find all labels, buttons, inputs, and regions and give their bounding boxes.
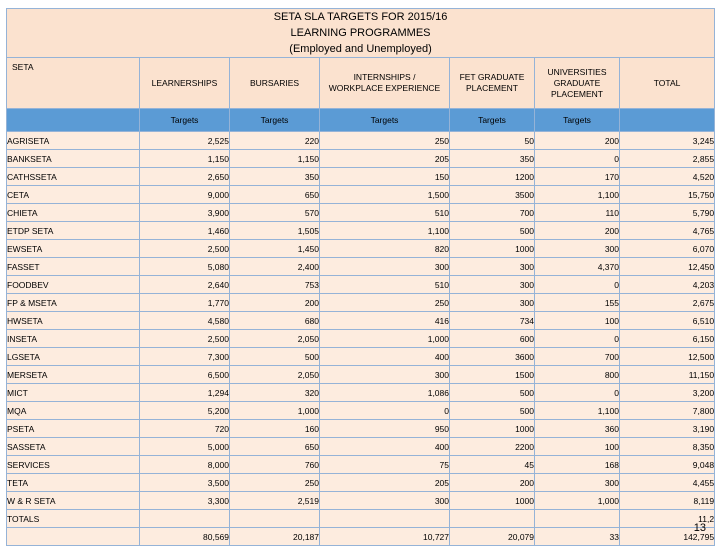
table-row — [7, 168, 715, 186]
row-total: 12,500 — [620, 348, 715, 366]
row-total: 3,200 — [620, 384, 715, 402]
row-internships: 75 — [320, 456, 450, 474]
row-seta: W & R SETA — [7, 492, 140, 510]
row-seta: BANKSETA — [7, 150, 140, 168]
row-internships: 1,000 — [320, 330, 450, 348]
row-universities: 155 — [535, 294, 620, 312]
row-internships: 820 — [320, 240, 450, 258]
row-total: 11,150 — [620, 366, 715, 384]
row-learnerships: 4,580 — [140, 312, 230, 330]
row-total: 2,675 — [620, 294, 715, 312]
row-fet: 700 — [450, 204, 535, 222]
table-header-row — [7, 58, 715, 109]
row-internships: 510 — [320, 276, 450, 294]
row-universities: 700 — [535, 348, 620, 366]
row-universities: 800 — [535, 366, 620, 384]
row-bursaries: 2,400 — [230, 258, 320, 276]
table-row — [7, 222, 715, 240]
row-seta: MQA — [7, 402, 140, 420]
row-seta: MERSETA — [7, 366, 140, 384]
table-row — [7, 186, 715, 204]
row-universities: 0 — [535, 276, 620, 294]
row-bursaries: 570 — [230, 204, 320, 222]
row-universities: 1,000 — [535, 492, 620, 510]
table-row — [7, 150, 715, 168]
header-internships — [320, 58, 450, 109]
header-internships-line-2: WORKPLACE EXPERIENCE — [328, 83, 441, 93]
row-fet: 300 — [450, 294, 535, 312]
totals-label-blank — [7, 528, 140, 546]
targets-seta — [7, 109, 140, 132]
row-internships: 0 — [320, 402, 450, 420]
row-seta: FASSET — [7, 258, 140, 276]
row-universities: 1,100 — [535, 402, 620, 420]
row-universities: 200 — [535, 132, 620, 150]
row-universities: 300 — [535, 240, 620, 258]
totals-bursaries: 20,187 — [230, 528, 320, 546]
row-seta: EWSETA — [7, 240, 140, 258]
row-bursaries: 250 — [230, 474, 320, 492]
targets-universities: Targets — [535, 109, 620, 132]
row-universities: 0 — [535, 384, 620, 402]
row-learnerships: 3,900 — [140, 204, 230, 222]
table-row — [7, 348, 715, 366]
row-fet: 300 — [450, 276, 535, 294]
row-universities: 1,100 — [535, 186, 620, 204]
row-learnerships: 3,300 — [140, 492, 230, 510]
page-number: 13 — [693, 522, 706, 534]
row-total: 3,245 — [620, 132, 715, 150]
row-universities: 360 — [535, 420, 620, 438]
row-bursaries: 2,050 — [230, 366, 320, 384]
row-universities: 100 — [535, 438, 620, 456]
row-learnerships: 2,500 — [140, 240, 230, 258]
row-seta: SERVICES — [7, 456, 140, 474]
row-internships: 1,100 — [320, 222, 450, 240]
row-total: 4,203 — [620, 276, 715, 294]
row-bursaries: 160 — [230, 420, 320, 438]
row-bursaries: 650 — [230, 186, 320, 204]
row-total: 2,855 — [620, 150, 715, 168]
row-bursaries: 680 — [230, 312, 320, 330]
table-title — [7, 9, 715, 58]
row-universities: 168 — [535, 456, 620, 474]
row-internships: 150 — [320, 168, 450, 186]
row-fet: 600 — [450, 330, 535, 348]
totals-fet-blank — [450, 510, 535, 528]
row-total: 7,800 — [620, 402, 715, 420]
row-total: 5,790 — [620, 204, 715, 222]
row-seta: SASSETA — [7, 438, 140, 456]
row-total: 15,750 — [620, 186, 715, 204]
row-fet: 500 — [450, 384, 535, 402]
table-row — [7, 474, 715, 492]
table-row — [7, 384, 715, 402]
row-bursaries: 320 — [230, 384, 320, 402]
row-seta: FOODBEV — [7, 276, 140, 294]
totals-universities-blank — [535, 510, 620, 528]
table-row — [7, 492, 715, 510]
table-row — [7, 240, 715, 258]
row-learnerships: 7,300 — [140, 348, 230, 366]
row-learnerships: 1,770 — [140, 294, 230, 312]
header-fet-line-1: FET GRADUATE — [459, 72, 525, 82]
row-learnerships: 5,080 — [140, 258, 230, 276]
totals-row-upper — [7, 510, 715, 528]
row-bursaries: 2,519 — [230, 492, 320, 510]
row-fet: 300 — [450, 258, 535, 276]
row-fet: 1200 — [450, 168, 535, 186]
row-bursaries: 650 — [230, 438, 320, 456]
row-fet: 50 — [450, 132, 535, 150]
row-seta: LGSETA — [7, 348, 140, 366]
targets-internships: Targets — [320, 109, 450, 132]
row-learnerships: 2,500 — [140, 330, 230, 348]
row-seta: CHIETA — [7, 204, 140, 222]
title-line-1: SETA SLA TARGETS FOR 2015/16 — [273, 11, 448, 23]
totals-learnerships: 80,569 — [140, 528, 230, 546]
row-internships: 950 — [320, 420, 450, 438]
row-learnerships: 720 — [140, 420, 230, 438]
totals-row — [7, 528, 715, 546]
row-seta: AGRISETA — [7, 132, 140, 150]
totals-internships-blank — [320, 510, 450, 528]
row-total: 8,119 — [620, 492, 715, 510]
row-seta: HWSETA — [7, 312, 140, 330]
row-total: 9,048 — [620, 456, 715, 474]
row-total: 6,150 — [620, 330, 715, 348]
header-internships-line-1: INTERNSHIPS / — [353, 72, 416, 82]
header-universities-line-2: GRADUATE — [553, 77, 601, 88]
row-seta: INSETA — [7, 330, 140, 348]
row-fet: 200 — [450, 474, 535, 492]
row-seta: FP & MSETA — [7, 294, 140, 312]
row-bursaries: 1,000 — [230, 402, 320, 420]
row-fet: 734 — [450, 312, 535, 330]
table-row — [7, 294, 715, 312]
row-bursaries: 760 — [230, 456, 320, 474]
targets-row — [7, 109, 715, 132]
row-internships: 1,086 — [320, 384, 450, 402]
row-seta: CETA — [7, 186, 140, 204]
header-fet-line-2: PLACEMENT — [466, 83, 518, 93]
row-bursaries: 1,505 — [230, 222, 320, 240]
row-bursaries: 200 — [230, 294, 320, 312]
row-fet: 2200 — [450, 438, 535, 456]
row-learnerships: 1,460 — [140, 222, 230, 240]
header-universities-line-3: PLACEMENT — [551, 88, 603, 99]
row-learnerships: 2,525 — [140, 132, 230, 150]
header-total: TOTAL — [620, 58, 715, 109]
table-row — [7, 438, 715, 456]
row-learnerships: 9,000 — [140, 186, 230, 204]
row-universities: 100 — [535, 312, 620, 330]
row-fet: 500 — [450, 222, 535, 240]
row-seta: TETA — [7, 474, 140, 492]
totals-total-line-2: 142,795 — [620, 528, 715, 546]
title-line-2: LEARNING PROGRAMMES — [290, 27, 431, 39]
row-seta: PSETA — [7, 420, 140, 438]
row-fet: 3600 — [450, 348, 535, 366]
row-internships: 400 — [320, 438, 450, 456]
table-row — [7, 456, 715, 474]
row-total: 12,450 — [620, 258, 715, 276]
row-internships: 300 — [320, 366, 450, 384]
row-total: 4,520 — [620, 168, 715, 186]
sla-targets-table — [6, 8, 715, 546]
totals-learnerships-blank — [140, 510, 230, 528]
row-total: 8,350 — [620, 438, 715, 456]
totals-bursaries-blank — [230, 510, 320, 528]
row-learnerships: 6,500 — [140, 366, 230, 384]
table-row — [7, 312, 715, 330]
table-title-row — [7, 9, 715, 58]
row-learnerships: 5,000 — [140, 438, 230, 456]
row-internships: 205 — [320, 474, 450, 492]
targets-bursaries: Targets — [230, 109, 320, 132]
totals-fet: 20,079 — [450, 528, 535, 546]
row-fet: 500 — [450, 402, 535, 420]
row-seta: CATHSSETA — [7, 168, 140, 186]
header-bursaries: BURSARIES — [230, 58, 320, 109]
row-fet: 1000 — [450, 240, 535, 258]
row-fet: 1000 — [450, 492, 535, 510]
row-total: 4,765 — [620, 222, 715, 240]
table-row — [7, 132, 715, 150]
row-learnerships: 5,200 — [140, 402, 230, 420]
row-total: 3,190 — [620, 420, 715, 438]
row-seta: ETDP SETA — [7, 222, 140, 240]
header-universities-line-1: UNIVERSITIES — [547, 66, 607, 77]
row-fet: 350 — [450, 150, 535, 168]
row-bursaries: 2,050 — [230, 330, 320, 348]
row-internships: 300 — [320, 492, 450, 510]
table-row — [7, 258, 715, 276]
table-row — [7, 276, 715, 294]
targets-fet: Targets — [450, 109, 535, 132]
row-universities: 0 — [535, 330, 620, 348]
row-universities: 0 — [535, 150, 620, 168]
totals-label: TOTALS — [7, 510, 140, 528]
row-bursaries: 1,150 — [230, 150, 320, 168]
row-learnerships: 2,640 — [140, 276, 230, 294]
row-fet: 1000 — [450, 420, 535, 438]
table-row — [7, 366, 715, 384]
totals-total-line-1: 11,2 — [620, 510, 715, 528]
row-internships: 250 — [320, 132, 450, 150]
row-bursaries: 753 — [230, 276, 320, 294]
row-seta: MICT — [7, 384, 140, 402]
row-internships: 205 — [320, 150, 450, 168]
row-internships: 400 — [320, 348, 450, 366]
header-universities-graduate-placement — [535, 58, 620, 109]
row-universities: 200 — [535, 222, 620, 240]
header-fet-graduate-placement — [450, 58, 535, 109]
row-learnerships: 8,000 — [140, 456, 230, 474]
header-seta: SETA — [7, 58, 140, 109]
row-bursaries: 220 — [230, 132, 320, 150]
row-learnerships: 1,150 — [140, 150, 230, 168]
row-bursaries: 1,450 — [230, 240, 320, 258]
header-learnerships: LEARNERSHIPS — [140, 58, 230, 109]
row-universities: 300 — [535, 474, 620, 492]
row-total: 4,455 — [620, 474, 715, 492]
row-learnerships: 1,294 — [140, 384, 230, 402]
totals-internships: 10,727 — [320, 528, 450, 546]
row-learnerships: 2,650 — [140, 168, 230, 186]
row-universities: 4,370 — [535, 258, 620, 276]
row-internships: 300 — [320, 258, 450, 276]
row-universities: 170 — [535, 168, 620, 186]
row-fet: 3500 — [450, 186, 535, 204]
table-row — [7, 204, 715, 222]
table-row — [7, 420, 715, 438]
row-internships: 1,500 — [320, 186, 450, 204]
title-line-3: (Employed and Unemployed) — [289, 43, 432, 55]
row-internships: 416 — [320, 312, 450, 330]
row-bursaries: 350 — [230, 168, 320, 186]
totals-universities: 33 — [535, 528, 620, 546]
targets-learnerships: Targets — [140, 109, 230, 132]
row-bursaries: 500 — [230, 348, 320, 366]
row-internships: 250 — [320, 294, 450, 312]
row-fet: 1500 — [450, 366, 535, 384]
row-total: 6,070 — [620, 240, 715, 258]
table-row — [7, 402, 715, 420]
row-learnerships: 3,500 — [140, 474, 230, 492]
row-total: 6,510 — [620, 312, 715, 330]
row-internships: 510 — [320, 204, 450, 222]
row-universities: 110 — [535, 204, 620, 222]
row-fet: 45 — [450, 456, 535, 474]
targets-total — [620, 109, 715, 132]
table-row — [7, 330, 715, 348]
